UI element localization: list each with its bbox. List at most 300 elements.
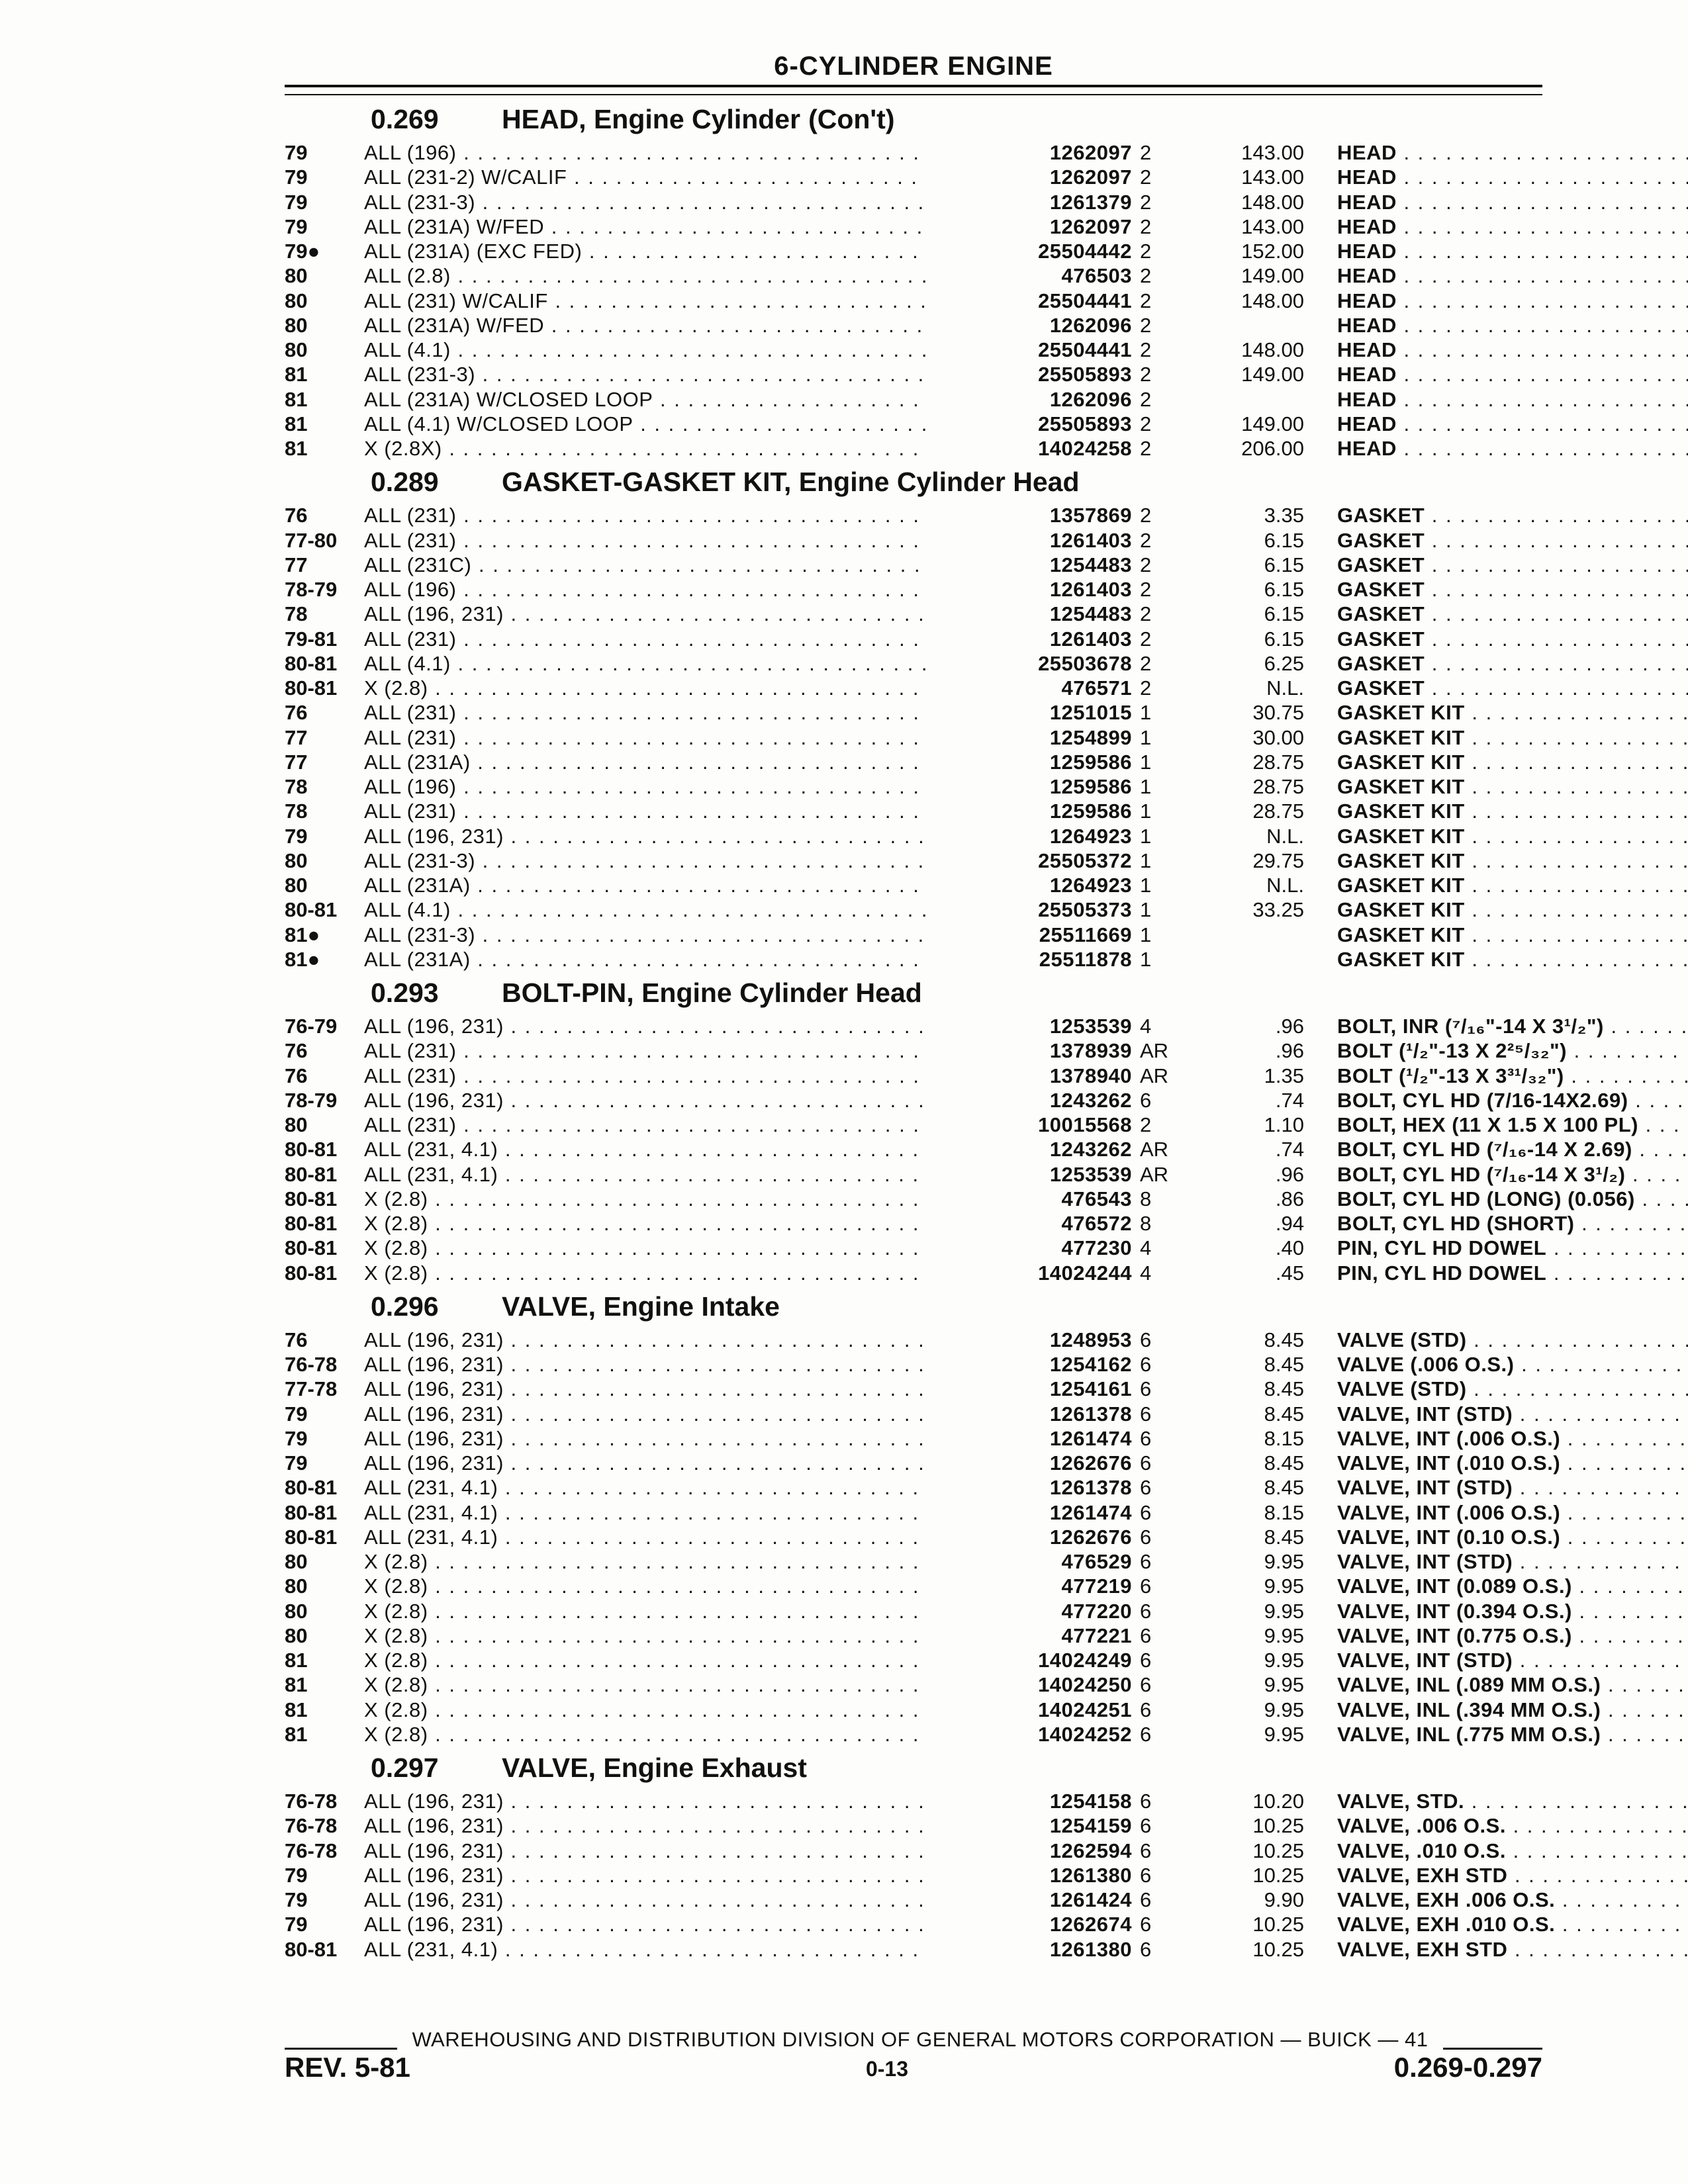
list-price: 9.95 bbox=[1264, 1698, 1304, 1721]
model-year: 81● bbox=[285, 923, 320, 946]
application: X (2.8) . . . bbox=[364, 1187, 996, 1211]
application: ALL (231-3) . . . bbox=[364, 190, 996, 214]
application: X (2.8) . . . bbox=[364, 1722, 996, 1747]
model-year: 81 bbox=[285, 1649, 308, 1672]
part-row bbox=[278, 165, 1549, 189]
description: VALVE, .010 O.S. . . . bbox=[1337, 1839, 1688, 1863]
application: ALL (196) . . . bbox=[364, 577, 996, 602]
quantity: 1 bbox=[1140, 750, 1152, 774]
part-row bbox=[278, 1113, 1638, 1137]
model-year: 77-80 bbox=[285, 528, 338, 552]
description: HEAD . . . bbox=[1337, 140, 1688, 165]
part-number: 25504441 bbox=[927, 289, 1132, 313]
section-title-text: VALVE, Engine Exhaust bbox=[502, 1752, 807, 1783]
application: ALL (196, 231) . . . bbox=[364, 1426, 996, 1451]
application: ALL (196, 231) . . . bbox=[364, 1839, 996, 1863]
description: VALVE, EXH STD . . . bbox=[1337, 1863, 1688, 1888]
list-price: .40 bbox=[1275, 1236, 1304, 1260]
quantity: 2 bbox=[1140, 214, 1152, 238]
model-year: 76-78 bbox=[285, 1839, 338, 1862]
list-price: 10.25 bbox=[1252, 1913, 1304, 1936]
part-number: 10015568 bbox=[927, 1113, 1132, 1137]
quantity: 6 bbox=[1140, 1698, 1152, 1721]
part-row bbox=[278, 947, 1549, 972]
part-number: 25511669 bbox=[927, 923, 1132, 947]
list-price: 8.45 bbox=[1264, 1451, 1304, 1475]
part-number: 1261474 bbox=[927, 1500, 1132, 1525]
application: ALL (196, 231) . . . bbox=[364, 602, 996, 626]
description: VALVE, INT (STD) . . . bbox=[1337, 1402, 1688, 1426]
list-price: 30.00 bbox=[1252, 725, 1304, 749]
part-number: 1262096 bbox=[927, 313, 1132, 338]
part-number: 1248953 bbox=[927, 1328, 1132, 1352]
model-year: 80-81 bbox=[285, 898, 338, 922]
quantity: 6 bbox=[1140, 1402, 1152, 1426]
description: VALVE (STD) . . . bbox=[1337, 1328, 1688, 1352]
list-price: 28.75 bbox=[1252, 799, 1304, 823]
model-year: 80-81 bbox=[285, 1212, 338, 1235]
part-number: 25505373 bbox=[927, 897, 1132, 922]
description: GASKET . . . bbox=[1337, 627, 1688, 651]
part-row bbox=[278, 338, 1549, 362]
description: VALVE, INT (STD) . . . bbox=[1337, 1549, 1688, 1574]
description: GASKET KIT . . . bbox=[1337, 799, 1688, 823]
part-number: 1259586 bbox=[927, 774, 1132, 799]
application: ALL (231) . . . bbox=[364, 700, 996, 725]
part-row bbox=[278, 1426, 1561, 1451]
description: GASKET KIT . . . bbox=[1337, 923, 1688, 947]
part-number: 1261403 bbox=[927, 627, 1132, 651]
section-title bbox=[502, 1747, 807, 1789]
part-row bbox=[278, 1599, 1572, 1623]
model-year: 80-81 bbox=[285, 1138, 338, 1161]
part-row bbox=[278, 503, 1549, 527]
part-row bbox=[278, 700, 1549, 725]
description: HEAD . . . bbox=[1337, 289, 1688, 313]
list-price: 8.45 bbox=[1264, 1328, 1304, 1351]
application: ALL (231-3) . . . bbox=[364, 923, 996, 947]
section-heading bbox=[278, 98, 1549, 140]
part-row bbox=[278, 1722, 1601, 1747]
model-year: 76-78 bbox=[285, 1814, 338, 1838]
list-price: 9.95 bbox=[1264, 1722, 1304, 1746]
list-price: 28.75 bbox=[1252, 750, 1304, 774]
part-row bbox=[278, 725, 1549, 750]
application: ALL (231, 4.1) . . . bbox=[364, 1500, 996, 1525]
part-row bbox=[278, 602, 1549, 626]
part-number: 477230 bbox=[927, 1236, 1132, 1260]
application: ALL (231C) . . . bbox=[364, 553, 996, 577]
section-number: 0.293 bbox=[371, 978, 439, 1008]
model-year: 78-79 bbox=[285, 1088, 338, 1112]
model-year: 80 bbox=[285, 848, 308, 872]
list-price: 1.35 bbox=[1264, 1064, 1304, 1087]
list-price: 8.45 bbox=[1264, 1476, 1304, 1500]
model-year: 80 bbox=[285, 1113, 308, 1136]
part-number: 1251015 bbox=[927, 700, 1132, 725]
application: ALL (196, 231) . . . bbox=[364, 1912, 996, 1936]
part-number: 1261380 bbox=[927, 1863, 1132, 1888]
application: ALL (231A) . . . bbox=[364, 750, 996, 774]
group-range: 0.269-0.297 bbox=[1393, 2052, 1542, 2083]
section-title-text: GASKET-GASKET KIT, Engine Cylinder Head bbox=[502, 467, 1080, 498]
list-price: 148.00 bbox=[1241, 289, 1304, 312]
part-row bbox=[278, 1888, 1556, 1912]
quantity: 2 bbox=[1140, 651, 1152, 675]
quantity: 4 bbox=[1140, 1261, 1152, 1285]
application: ALL (196) . . . bbox=[364, 140, 996, 165]
description: VALVE, INT (0.394 O.S.) . . . bbox=[1337, 1599, 1688, 1623]
model-year: 76 bbox=[285, 504, 308, 527]
application: ALL (4.1) . . . bbox=[364, 897, 996, 922]
description: HEAD . . . bbox=[1337, 165, 1688, 189]
list-price: 206.00 bbox=[1241, 437, 1304, 460]
part-row bbox=[278, 676, 1549, 700]
quantity: 2 bbox=[1140, 264, 1152, 288]
quantity: 2 bbox=[1140, 528, 1152, 552]
application: X (2.8) . . . bbox=[364, 1261, 996, 1285]
part-number: 1259586 bbox=[927, 750, 1132, 774]
quantity: 6 bbox=[1140, 1937, 1152, 1961]
list-price: .74 bbox=[1275, 1088, 1304, 1112]
description: HEAD . . . bbox=[1337, 239, 1688, 263]
list-price: 6.15 bbox=[1264, 528, 1304, 552]
description: VALVE, INT (0.775 O.S.) . . . bbox=[1337, 1623, 1688, 1648]
model-year: 79 bbox=[285, 141, 308, 164]
part-number: 1254162 bbox=[927, 1352, 1132, 1377]
application: X (2.8) . . . bbox=[364, 1574, 996, 1598]
part-row bbox=[278, 553, 1549, 577]
description: GASKET . . . bbox=[1337, 651, 1688, 676]
application: X (2.8) . . . bbox=[364, 1698, 996, 1722]
application: X (2.8) . . . bbox=[364, 1599, 996, 1623]
list-price: 8.45 bbox=[1264, 1402, 1304, 1426]
application: ALL (231) W/CALIF . . . bbox=[364, 289, 996, 313]
list-price: 9.90 bbox=[1264, 1888, 1304, 1911]
part-row bbox=[278, 263, 1549, 288]
quantity: 6 bbox=[1140, 1328, 1152, 1351]
description: BOLT, INR (⁷/₁₆"-14 X 3¹/₂") . . . bbox=[1337, 1014, 1688, 1038]
part-number: 476572 bbox=[927, 1211, 1132, 1236]
quantity: 2 bbox=[1140, 338, 1152, 361]
section-title-text: HEAD, Engine Cylinder bbox=[502, 104, 801, 134]
list-price: 149.00 bbox=[1241, 264, 1304, 288]
list-price: 10.25 bbox=[1252, 1839, 1304, 1862]
quantity: 2 bbox=[1140, 676, 1152, 700]
part-number: 1254483 bbox=[927, 553, 1132, 577]
quantity: 2 bbox=[1140, 141, 1152, 164]
quantity: 6 bbox=[1140, 1574, 1152, 1598]
quantity: 2 bbox=[1140, 190, 1152, 214]
application: ALL (231, 4.1) . . . bbox=[364, 1475, 996, 1500]
list-price: 8.15 bbox=[1264, 1500, 1304, 1524]
application: ALL (196, 231) . . . bbox=[364, 1813, 996, 1838]
model-year: 81● bbox=[285, 947, 320, 971]
list-price: 8.45 bbox=[1264, 1353, 1304, 1376]
model-year: 76 bbox=[285, 1039, 308, 1063]
description: HEAD . . . bbox=[1337, 387, 1688, 412]
model-year: 80-81 bbox=[285, 1937, 338, 1961]
model-year: 78 bbox=[285, 775, 308, 798]
list-price: 9.95 bbox=[1264, 1649, 1304, 1672]
part-row bbox=[278, 897, 1549, 922]
part-row bbox=[278, 289, 1549, 313]
quantity: 2 bbox=[1140, 627, 1152, 651]
model-year: 79 bbox=[285, 1863, 308, 1887]
part-row bbox=[278, 1549, 1549, 1574]
part-number: 1262097 bbox=[927, 165, 1132, 189]
model-year: 78 bbox=[285, 799, 308, 823]
description: GASKET . . . bbox=[1337, 528, 1688, 553]
model-year: 80-81 bbox=[285, 1162, 338, 1186]
list-price: 30.75 bbox=[1252, 701, 1304, 725]
part-number: 1254159 bbox=[927, 1813, 1132, 1838]
quantity: 1 bbox=[1140, 923, 1152, 946]
list-price: 6.15 bbox=[1264, 553, 1304, 576]
description: HEAD . . . bbox=[1337, 190, 1688, 214]
part-row bbox=[278, 1064, 1564, 1088]
quantity: 1 bbox=[1140, 848, 1152, 872]
model-year: 77 bbox=[285, 725, 308, 749]
description: VALVE, EXH .006 O.S. . . . bbox=[1337, 1888, 1688, 1912]
application: ALL (231A) (EXC FED) . . . bbox=[364, 239, 996, 263]
model-year: 81 bbox=[285, 387, 308, 411]
part-row bbox=[278, 577, 1549, 602]
application: ALL (196) . . . bbox=[364, 774, 996, 799]
section-title-text: BOLT-PIN, Engine Cylinder Head bbox=[502, 978, 922, 1008]
model-year: 80-81 bbox=[285, 1236, 338, 1260]
list-price: 149.00 bbox=[1241, 412, 1304, 435]
model-year: 76-78 bbox=[285, 1353, 338, 1376]
description: HEAD . . . bbox=[1337, 263, 1688, 288]
model-year: 76 bbox=[285, 1328, 308, 1351]
model-year: 80-81 bbox=[285, 1525, 338, 1549]
quantity: 1 bbox=[1140, 775, 1152, 798]
part-row bbox=[278, 1328, 1549, 1352]
part-number: 476571 bbox=[927, 676, 1132, 700]
application: ALL (231) . . . bbox=[364, 799, 996, 823]
quantity: 6 bbox=[1140, 1451, 1152, 1475]
quantity: 1 bbox=[1140, 947, 1152, 971]
application: ALL (196, 231) . . . bbox=[364, 1863, 996, 1888]
part-row bbox=[278, 1912, 1556, 1936]
model-year: 80 bbox=[285, 1599, 308, 1623]
application: ALL (231A) W/FED . . . bbox=[364, 313, 996, 338]
part-number: 14024250 bbox=[927, 1672, 1132, 1697]
part-row bbox=[278, 1352, 1549, 1377]
application: ALL (231, 4.1) . . . bbox=[364, 1137, 996, 1161]
part-row bbox=[278, 1623, 1572, 1648]
footer-publisher: WAREHOUSING AND DISTRIBUTION DIVISION OF GENERAL MOTORS CORPORATION — BUICK — 41 bbox=[412, 2028, 1429, 2051]
section-heading bbox=[278, 1285, 1549, 1328]
model-year: 80 bbox=[285, 1574, 308, 1598]
application: ALL (4.1) W/CLOSED LOOP . . . bbox=[364, 412, 996, 436]
application: ALL (196, 231) . . . bbox=[364, 824, 996, 848]
part-row bbox=[278, 190, 1549, 214]
part-row bbox=[278, 1813, 1549, 1838]
footer-rule-right bbox=[1443, 2048, 1542, 2050]
part-number: 1378939 bbox=[927, 1038, 1132, 1063]
list-price: 6.15 bbox=[1264, 602, 1304, 626]
quantity: AR bbox=[1140, 1138, 1169, 1161]
section-title bbox=[502, 461, 1080, 503]
quantity: 2 bbox=[1140, 602, 1152, 626]
part-row bbox=[278, 1236, 1549, 1260]
section-title bbox=[502, 972, 922, 1014]
model-year: 79● bbox=[285, 240, 320, 263]
list-price: 9.95 bbox=[1264, 1550, 1304, 1573]
list-price: 8.45 bbox=[1264, 1525, 1304, 1549]
part-row bbox=[278, 412, 1549, 436]
list-price: N.L. bbox=[1266, 676, 1304, 700]
list-price: 10.25 bbox=[1252, 1814, 1304, 1838]
part-row bbox=[278, 528, 1549, 553]
description: VALVE, INT (.006 O.S.) . . . bbox=[1337, 1426, 1688, 1451]
quantity: 6 bbox=[1140, 1790, 1152, 1813]
list-price: N.L. bbox=[1266, 874, 1304, 897]
part-number: 25504441 bbox=[927, 338, 1132, 362]
section-title bbox=[502, 98, 894, 140]
application: X (2.8) . . . bbox=[364, 1623, 996, 1648]
part-row bbox=[278, 1014, 1604, 1038]
description: BOLT, CYL HD (⁷/₁₆-14 X 3¹/₂) . . . bbox=[1337, 1162, 1688, 1187]
application: ALL (231, 4.1) . . . bbox=[364, 1162, 996, 1187]
part-number: 477219 bbox=[927, 1574, 1132, 1598]
part-row bbox=[278, 436, 1549, 461]
list-price: .74 bbox=[1275, 1138, 1304, 1161]
part-row bbox=[278, 923, 1549, 947]
part-number: 1254161 bbox=[927, 1377, 1132, 1401]
quantity: 8 bbox=[1140, 1212, 1152, 1235]
description: VALVE, EXH STD . . . bbox=[1337, 1937, 1688, 1962]
description: VALVE, INL (.089 MM O.S.) . . . bbox=[1337, 1672, 1688, 1697]
list-price: 6.15 bbox=[1264, 578, 1304, 601]
model-year: 76 bbox=[285, 1064, 308, 1087]
application: ALL (231-3) . . . bbox=[364, 362, 996, 387]
description: GASKET . . . bbox=[1337, 503, 1688, 527]
header-rule bbox=[285, 85, 1542, 95]
part-number: 1262674 bbox=[927, 1912, 1132, 1936]
quantity: 1 bbox=[1140, 701, 1152, 725]
description: GASKET KIT . . . bbox=[1337, 700, 1688, 725]
application: X (2.8) . . . bbox=[364, 1211, 996, 1236]
application: ALL (196, 231) . . . bbox=[364, 1451, 996, 1475]
part-number: 476543 bbox=[927, 1187, 1132, 1211]
part-row bbox=[278, 1038, 1567, 1063]
part-row bbox=[278, 1088, 1628, 1113]
part-number: 1264923 bbox=[927, 824, 1132, 848]
description: VALVE, .006 O.S. . . . bbox=[1337, 1813, 1688, 1838]
model-year: 80-81 bbox=[285, 1261, 338, 1285]
description: GASKET . . . bbox=[1337, 553, 1688, 577]
quantity: 6 bbox=[1140, 1500, 1152, 1524]
part-row bbox=[278, 387, 1549, 412]
model-year: 76-78 bbox=[285, 1790, 338, 1813]
part-number: 1261403 bbox=[927, 528, 1132, 553]
page-header bbox=[285, 52, 1542, 81]
quantity: 1 bbox=[1140, 824, 1152, 848]
application: ALL (196, 231) . . . bbox=[364, 1014, 996, 1038]
part-row bbox=[278, 627, 1549, 651]
part-row bbox=[278, 774, 1549, 799]
quantity: 1 bbox=[1140, 725, 1152, 749]
list-price: 9.95 bbox=[1264, 1599, 1304, 1623]
list-price: .86 bbox=[1275, 1187, 1304, 1210]
list-price: 9.95 bbox=[1264, 1673, 1304, 1697]
application: ALL (231, 4.1) . . . bbox=[364, 1525, 996, 1549]
model-year: 79-81 bbox=[285, 627, 338, 651]
part-number: 25505893 bbox=[927, 362, 1132, 387]
model-year: 77 bbox=[285, 750, 308, 774]
description: VALVE, INL (.394 MM O.S.) . . . bbox=[1337, 1698, 1688, 1722]
part-row bbox=[278, 1475, 1549, 1500]
application: X (2.8) . . . bbox=[364, 1549, 996, 1574]
section-heading bbox=[278, 1747, 1549, 1789]
model-year: 81 bbox=[285, 363, 308, 387]
part-row bbox=[278, 1451, 1561, 1475]
part-number: 1261379 bbox=[927, 190, 1132, 214]
quantity: 6 bbox=[1140, 1623, 1152, 1647]
model-year: 79 bbox=[285, 214, 308, 238]
description: BOLT, CYL HD (⁷/₁₆-14 X 2.69) . . . bbox=[1337, 1137, 1688, 1161]
model-year: 77-78 bbox=[285, 1377, 338, 1401]
model-year: 80 bbox=[285, 1623, 308, 1647]
model-year: 78 bbox=[285, 602, 308, 626]
list-price: .96 bbox=[1275, 1162, 1304, 1186]
model-year: 80 bbox=[285, 874, 308, 897]
application: ALL (231) . . . bbox=[364, 1113, 996, 1137]
section-title-text: VALVE, Engine Intake bbox=[502, 1291, 780, 1322]
part-number: 1262096 bbox=[927, 387, 1132, 412]
quantity: 2 bbox=[1140, 165, 1152, 189]
quantity: 1 bbox=[1140, 898, 1152, 922]
part-row bbox=[278, 1211, 1575, 1236]
part-number: 14024249 bbox=[927, 1648, 1132, 1672]
description: VALVE, STD. . . . bbox=[1337, 1789, 1688, 1813]
application: X (2.8) . . . bbox=[364, 1648, 996, 1672]
part-number: 477221 bbox=[927, 1623, 1132, 1648]
model-year: 80 bbox=[285, 1550, 308, 1573]
quantity: 6 bbox=[1140, 1550, 1152, 1573]
list-price: N.L. bbox=[1266, 824, 1304, 848]
application: ALL (231) . . . bbox=[364, 503, 996, 527]
application: ALL (231) . . . bbox=[364, 528, 996, 553]
part-number: 1261403 bbox=[927, 577, 1132, 602]
part-row bbox=[278, 362, 1549, 387]
quantity: 2 bbox=[1140, 437, 1152, 460]
quantity: 2 bbox=[1140, 578, 1152, 601]
list-price: 152.00 bbox=[1241, 240, 1304, 263]
part-row bbox=[278, 873, 1549, 897]
list-price: 10.25 bbox=[1252, 1937, 1304, 1961]
part-row bbox=[278, 1698, 1601, 1722]
quantity: 6 bbox=[1140, 1088, 1152, 1112]
part-number: 1243262 bbox=[927, 1137, 1132, 1161]
list-price: 33.25 bbox=[1252, 898, 1304, 922]
model-year: 79 bbox=[285, 165, 308, 189]
page-number: 0-13 bbox=[865, 2057, 909, 2081]
part-number: 1262676 bbox=[927, 1451, 1132, 1475]
application: ALL (231A) W/FED . . . bbox=[364, 214, 996, 239]
application: ALL (196, 231) . . . bbox=[364, 1789, 996, 1813]
list-price: 8.15 bbox=[1264, 1426, 1304, 1450]
part-number: 25505372 bbox=[927, 848, 1132, 873]
model-year: 80 bbox=[285, 264, 308, 288]
quantity: 8 bbox=[1140, 1187, 1152, 1210]
model-year: 79 bbox=[285, 1913, 308, 1936]
application: ALL (231A) . . . bbox=[364, 947, 996, 972]
quantity: 2 bbox=[1140, 289, 1152, 312]
